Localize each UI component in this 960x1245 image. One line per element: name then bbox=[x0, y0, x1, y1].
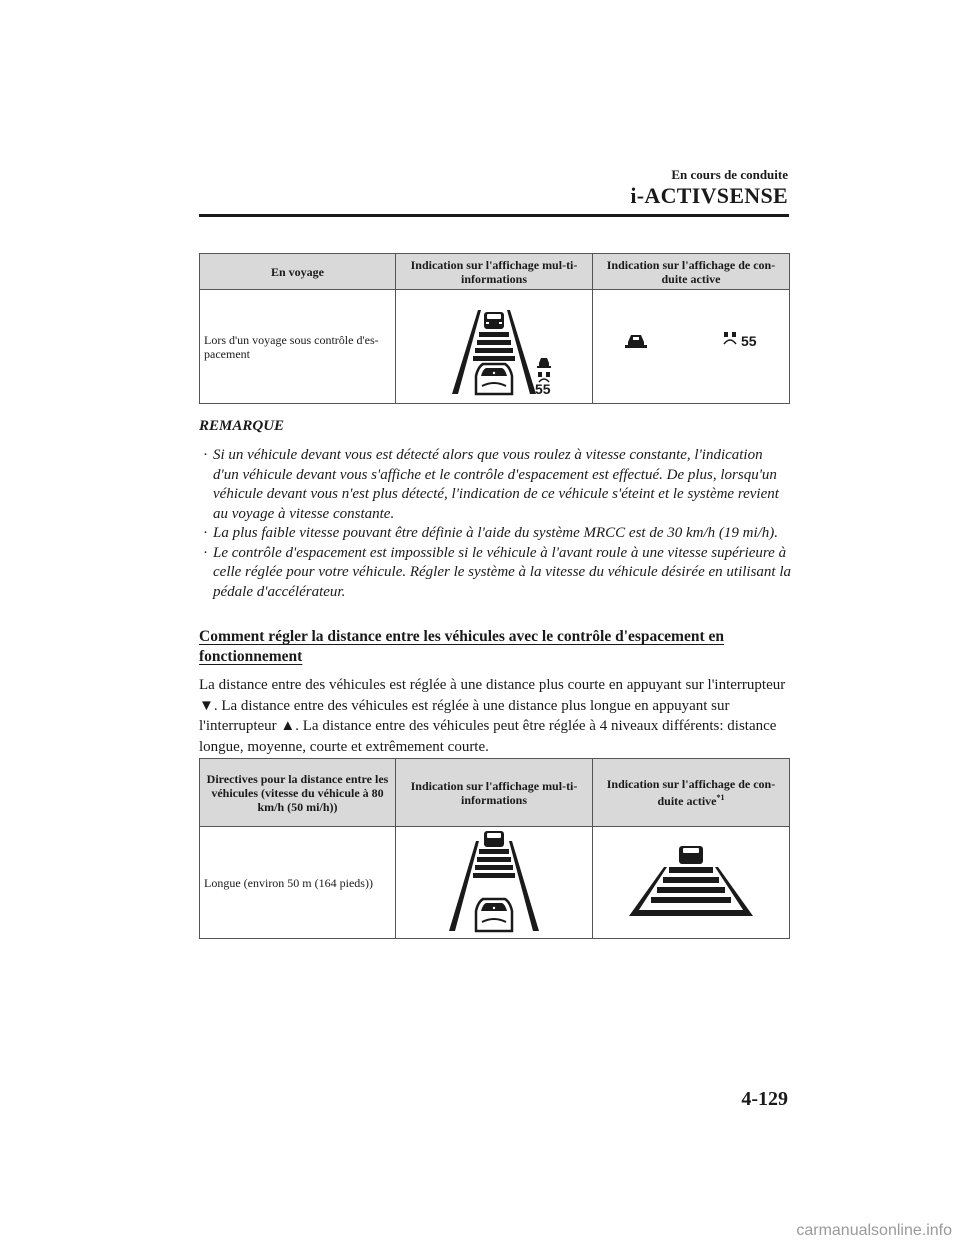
lead-car-icon bbox=[484, 831, 504, 847]
note-item-text: Le contrôle d'espacement est impossible si le véhicule à l'avant roule à une vitesse supérieure à celle réglée pour votre véhicule. Régler le système à la vitesse du véhicule désirée en utilisant la pédale d'accélérateur. bbox=[213, 544, 791, 600]
bullet-dot: · bbox=[203, 447, 208, 463]
radar-cruise-icon bbox=[724, 332, 736, 344]
section-body: La distance entre des véhicules est réglée à une distance plus courte en appuyant sur l'interrupteur ▼. La distance entre des véhicules est réglée à une distance plus longue en appuyant sur l'interrupteur ▲. La distance entre des véhicules peut être réglée à 4 niveaux différents: distance longue, moyenne, courte et extrêmement courte. bbox=[199, 677, 786, 755]
table2-header-multi-display: Indication sur l'affichage mul-ti-informations bbox=[396, 759, 593, 827]
table2-multi-display-figure bbox=[396, 827, 593, 939]
bullet-dot: · bbox=[203, 544, 208, 561]
footnote-marker: *1 bbox=[716, 793, 725, 802]
active-long-distance-icon bbox=[621, 840, 761, 920]
table1-multi-speed: 55 bbox=[535, 381, 551, 397]
distance-table bbox=[199, 758, 790, 939]
table1-active-speed: 55 bbox=[741, 333, 757, 349]
note-item-text: Si un véhicule devant vous est détecté alors que vous roulez à vitesse constante, l'indication d'un véhicule devant vous s'affiche et le contrôle d'espacement est effectué. De plus, lorsqu'un véhicule devant vous n'est plus détecté, l'indication de ce véhicule s'éteint et le système revient au voyage à vitesse constante. bbox=[213, 447, 779, 522]
own-car-icon bbox=[476, 364, 512, 394]
table1-header-multi-display: Indication sur l'affichage mul-ti-informations bbox=[396, 254, 593, 290]
bullet-dot: · bbox=[203, 525, 208, 541]
own-car-icon bbox=[476, 899, 512, 931]
table1-multi-display-figure bbox=[396, 290, 593, 404]
lead-vehicle-indicator-icon bbox=[625, 335, 647, 348]
note-item bbox=[199, 544, 791, 603]
lead-car-icon bbox=[484, 312, 504, 329]
note-list bbox=[199, 446, 791, 602]
active-driving-display-icon bbox=[596, 314, 786, 374]
table2-row-label: Longue (environ 50 m (164 pieds)) bbox=[200, 827, 396, 939]
table1-header-active-display: Indication sur l'affichage de con-duite active bbox=[593, 254, 790, 290]
header-title: i-ACTIVSENSE bbox=[630, 183, 788, 208]
header-section-label: En cours de conduite bbox=[671, 167, 788, 182]
table2-header-active-display bbox=[593, 759, 790, 827]
travel-mode-table bbox=[199, 253, 790, 404]
lead-vehicle-indicator-icon bbox=[537, 358, 551, 368]
table2-header-active-display-text: Indication sur l'affichage de con-duite active bbox=[606, 777, 776, 808]
note-item bbox=[199, 524, 791, 544]
table2-header-distance-guide: Directives pour la distance entre les véhicules (vitesse du véhicule à 80 km/h (50 mi/h)) bbox=[200, 759, 396, 827]
table1-active-display-figure bbox=[593, 290, 790, 404]
note-item-text: La plus faible vitesse pouvant être définie à l'aide du système MRCC est de 30 km/h (19 mi/h). bbox=[213, 525, 779, 541]
note-title: REMARQUE bbox=[199, 418, 285, 434]
distance-bars-with-cars-icon bbox=[419, 290, 569, 398]
note-item bbox=[199, 446, 791, 524]
table1-header-travel: En voyage bbox=[200, 254, 396, 290]
page-number: 4-129 bbox=[741, 1088, 788, 1110]
watermark-link[interactable]: carmanualsonline.info bbox=[796, 1222, 952, 1239]
header-rule bbox=[199, 214, 789, 217]
table1-row-label: Lors d'un voyage sous contrôle d'es-pacement bbox=[200, 290, 396, 404]
long-distance-bars-icon bbox=[429, 827, 559, 933]
table2-active-display-figure bbox=[593, 827, 790, 939]
section-title: Comment régler la distance entre les véhicules avec le contrôle d'espacement en fonctionnement bbox=[199, 628, 725, 665]
lead-car-icon bbox=[679, 846, 703, 864]
